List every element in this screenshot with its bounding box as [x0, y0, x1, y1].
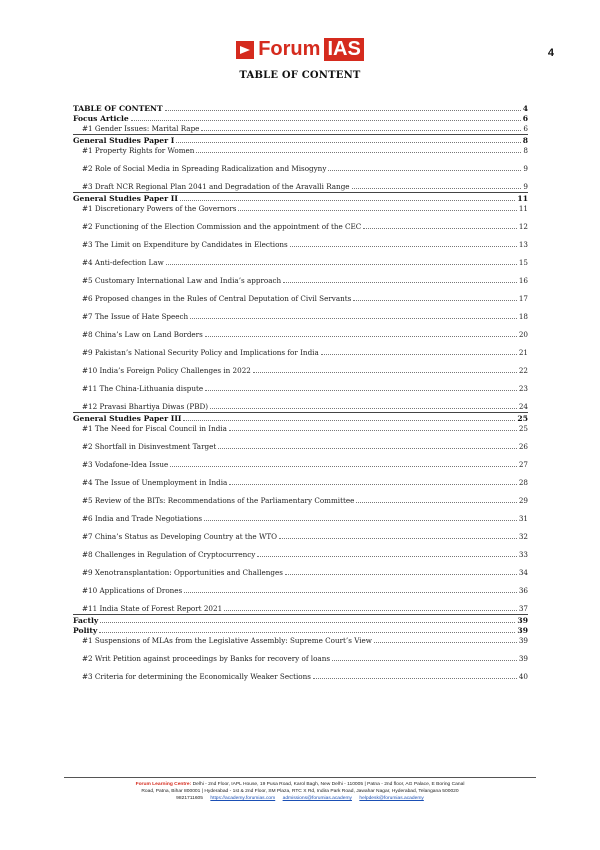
toc-entry-title: #7 China’s Status as Developing Country at the WTO	[82, 532, 278, 541]
toc-section-entry[interactable]	[73, 412, 528, 423]
toc-dot-leader	[321, 354, 517, 355]
toc-dot-leader	[190, 318, 517, 319]
toc-entry-title: #3 Vodafone-Idea Issue	[82, 460, 169, 469]
toc-item-entry[interactable]	[73, 496, 528, 505]
toc-entry-title: General Studies Paper III	[73, 414, 182, 423]
toc-item-entry[interactable]	[73, 330, 528, 339]
toc-entry-title: #4 Anti-defection Law	[82, 258, 164, 267]
toc-dot-leader	[229, 484, 517, 485]
toc-entry-page: 9	[523, 164, 528, 173]
toc-dot-leader	[352, 188, 522, 189]
toc-entry-page: 11	[517, 194, 528, 203]
toc-dot-leader	[204, 520, 517, 521]
toc-entry-page: 25	[517, 414, 528, 423]
toc-section-entry[interactable]	[73, 134, 528, 145]
toc-dot-leader	[229, 430, 517, 431]
toc-item-entry[interactable]	[73, 424, 528, 433]
toc-dot-leader	[328, 170, 521, 171]
toc-dot-leader	[283, 282, 517, 283]
toc-entry-title: #6 India and Trade Negotiations	[82, 514, 203, 523]
footer-helpdesk-email[interactable]: helpdesk@forumias.academy	[359, 796, 424, 802]
toc-entry-page: 25	[518, 424, 528, 433]
toc-section-entry[interactable]	[73, 114, 528, 123]
toc-entry-page: 40	[518, 672, 528, 681]
toc-dot-leader	[363, 228, 517, 229]
footer-admissions-email[interactable]: admissions@forumias.academy	[282, 796, 352, 802]
toc-entry-title: #6 Proposed changes in the Rules of Central Deputation of Civil Servants	[82, 294, 352, 303]
toc-item-entry[interactable]	[73, 258, 528, 267]
toc-item-entry[interactable]	[73, 384, 528, 393]
toc-entry-title: #8 China’s Law on Land Borders	[82, 330, 203, 339]
toc-entry-page: 26	[518, 442, 528, 451]
toc-dot-leader	[100, 622, 515, 623]
toc-entry-title: General Studies Paper II	[73, 194, 178, 203]
toc-entry-page: 23	[518, 384, 528, 393]
toc-entry-title: TABLE OF CONTENT	[73, 104, 163, 113]
toc-section-entry[interactable]	[73, 104, 528, 113]
logo-ias-text: IAS	[324, 38, 363, 61]
toc-entry-page: 31	[518, 514, 528, 523]
toc-dot-leader	[374, 642, 517, 643]
toc-dot-leader	[290, 246, 517, 247]
toc-entry-title: #4 The Issue of Unemployment in India	[82, 478, 228, 487]
logo-forum-text: Forum	[258, 38, 321, 60]
forumias-arrow-icon	[236, 41, 254, 59]
toc-entry-title: #9 Xenotransplantation: Opportunities and Challenges	[82, 568, 283, 577]
toc-entry-page: 6	[523, 124, 528, 133]
toc-dot-leader	[253, 372, 517, 373]
toc-entry-page: 24	[518, 402, 528, 411]
toc-entry-title: #5 Customary International Law and India’s approach	[82, 276, 282, 285]
toc-entry-page: 8	[523, 146, 528, 155]
toc-entry-page: 39	[517, 616, 528, 625]
toc-entry-page: 13	[518, 240, 528, 249]
toc-entry-title: #2 Role of Social Media in Spreading Radicalization and Misogyny	[82, 164, 327, 173]
toc-dot-leader	[238, 210, 516, 211]
toc-entry-title: #2 Writ Petition against proceedings by Banks for recovery of loans	[82, 654, 331, 663]
toc-entry-page: 29	[518, 496, 528, 505]
page-number: 4	[547, 47, 554, 59]
toc-dot-leader	[218, 448, 517, 449]
toc-item-entry[interactable]	[73, 532, 528, 541]
toc-entry-title: #12 Pravasi Bhartiya Diwas (PBD)	[82, 402, 209, 411]
toc-entry-page: 36	[518, 586, 528, 595]
toc-dot-leader	[257, 556, 517, 557]
toc-item-entry[interactable]	[73, 146, 528, 155]
toc-entry-page: 20	[518, 330, 528, 339]
toc-entry-page: 39	[518, 636, 528, 645]
footer-address-line2: Road, Patna, Bihar 800001 | Hyderabad - 1st & 2nd Floor, SM Plaza, RTC X Rd, Indira Park Road, Jawahar Nagar, Hyderabad, Telangana 500020	[141, 789, 459, 795]
toc-entry-title: #7 The Issue of Hate Speech	[82, 312, 189, 321]
toc-entry-title: #1 Discretionary Powers of the Governors	[82, 204, 237, 213]
footer-brand: Forum Learning Centre:	[135, 782, 192, 787]
toc-entry-page: 17	[518, 294, 528, 303]
toc-entry-title: #9 Pakistan’s National Security Policy and Implications for India	[82, 348, 319, 357]
footer-website-link[interactable]: https://academy.forumias.com	[210, 796, 276, 802]
toc-section-entry[interactable]	[73, 192, 528, 203]
toc-dot-leader	[224, 610, 517, 611]
toc-entry-title: #3 Draft NCR Regional Plan 2041 and Degradation of the Aravalli Range	[82, 182, 350, 191]
toc-dot-leader	[196, 152, 521, 153]
toc-entry-page: 37	[518, 604, 528, 613]
toc-entry-title: General Studies Paper I	[73, 136, 175, 145]
toc-item-entry[interactable]	[73, 402, 528, 411]
toc-item-entry[interactable]	[73, 672, 528, 681]
toc-entry-title: #10 Applications of Drones	[82, 586, 183, 595]
toc-entry-title: #3 Criteria for determining the Economically Weaker Sections	[82, 672, 311, 681]
toc-dot-leader	[165, 110, 521, 111]
toc-entry-title: #8 Challenges in Regulation of Cryptocurrency	[82, 550, 256, 559]
toc-entry-page: 8	[522, 136, 528, 145]
toc-dot-leader	[201, 130, 521, 131]
toc-dot-leader	[356, 502, 516, 503]
toc-dot-leader	[183, 420, 515, 421]
toc-entry-page: 22	[518, 366, 528, 375]
toc-entry-title: Focus Article	[73, 114, 129, 123]
toc-dot-leader	[176, 142, 520, 143]
toc-dot-leader	[180, 200, 516, 201]
toc-entry-page: 39	[517, 626, 528, 635]
forumias-logo	[0, 38, 600, 63]
toc-entry-page: 11	[518, 204, 528, 213]
toc-item-entry[interactable]	[73, 442, 528, 451]
toc-entry-title: #1 Property Rights for Women	[82, 146, 195, 155]
toc-entry-page: 4	[522, 104, 528, 113]
toc-item-entry[interactable]	[73, 478, 528, 487]
toc-entry-title: Polity	[73, 626, 98, 635]
toc-entry-title: #5 Review of the BITs: Recommendations of the Parliamentary Committee	[82, 496, 355, 505]
toc-title: TABLE OF CONTENT	[239, 70, 361, 81]
toc-entry-page: 27	[518, 460, 528, 469]
toc-dot-leader	[353, 300, 517, 301]
toc-entry-page: 28	[518, 478, 528, 487]
toc-item-entry[interactable]	[73, 348, 528, 357]
toc-entry-page: 39	[518, 654, 528, 663]
toc-item-entry[interactable]	[73, 312, 528, 321]
toc-dot-leader	[285, 574, 517, 575]
footer-divider	[64, 777, 536, 778]
table-of-contents	[73, 103, 528, 681]
toc-item-entry[interactable]	[73, 654, 528, 663]
toc-item-entry[interactable]	[73, 636, 528, 645]
toc-item-entry[interactable]	[73, 240, 528, 249]
toc-entry-title: #1 Suspensions of MLAs from the Legislative Assembly: Supreme Court’s View	[82, 636, 372, 645]
toc-dot-leader	[205, 390, 517, 391]
toc-entry-page: 32	[518, 532, 528, 541]
toc-entry-page: 6	[522, 114, 528, 123]
toc-entry-page: 34	[518, 568, 528, 577]
toc-item-entry[interactable]	[73, 182, 528, 191]
footer	[40, 781, 560, 803]
toc-entry-page: 12	[518, 222, 528, 231]
toc-entry-page: 21	[518, 348, 528, 357]
toc-item-entry[interactable]	[73, 276, 528, 285]
toc-entry-title: #11 India State of Forest Report 2021	[82, 604, 223, 613]
toc-item-entry[interactable]	[73, 222, 528, 231]
toc-section-entry[interactable]	[73, 626, 528, 635]
toc-dot-leader	[332, 660, 517, 661]
toc-dot-leader	[131, 120, 521, 121]
toc-entry-title: #11 The China-Lithuania dispute	[82, 384, 204, 393]
toc-entry-title: #10 India’s Foreign Policy Challenges in 2022	[82, 366, 251, 375]
toc-item-entry[interactable]	[73, 124, 528, 133]
toc-section-entry[interactable]	[73, 614, 528, 625]
toc-entry-title: #3 The Limit on Expenditure by Candidates in Elections	[82, 240, 288, 249]
toc-item-entry[interactable]	[73, 514, 528, 523]
toc-entry-page: 18	[518, 312, 528, 321]
toc-item-entry[interactable]	[73, 294, 528, 303]
toc-entry-title: Factly	[73, 616, 99, 625]
toc-entry-title: #1 The Need for Fiscal Council in India	[82, 424, 227, 433]
toc-dot-leader	[210, 408, 517, 409]
toc-dot-leader	[279, 538, 517, 539]
toc-entry-page: 9	[523, 182, 528, 191]
toc-dot-leader	[170, 466, 517, 467]
toc-dot-leader	[99, 632, 515, 633]
toc-entry-title: #1 Gender Issues: Marital Rape	[82, 124, 200, 133]
toc-item-entry[interactable]	[73, 568, 528, 577]
toc-item-entry[interactable]	[73, 164, 528, 173]
toc-item-entry[interactable]	[73, 586, 528, 595]
footer-address-line1: Delhi - 2nd Floor, IAPL House, 19 Pusa Road, Karol Bagh, New Delhi - 110005 | Patna - 2nd floor, AG Palace, E Boring Canal	[192, 782, 465, 787]
toc-item-entry[interactable]	[73, 550, 528, 559]
toc-entry-page: 15	[518, 258, 528, 267]
toc-dot-leader	[205, 336, 517, 337]
toc-item-entry[interactable]	[73, 604, 528, 613]
toc-entry-title: #2 Functioning of the Election Commission and the appointment of the CEC	[82, 222, 362, 231]
toc-dot-leader	[184, 592, 517, 593]
toc-dot-leader	[313, 678, 517, 679]
toc-item-entry[interactable]	[73, 460, 528, 469]
toc-item-entry[interactable]	[73, 204, 528, 213]
toc-entry-title: #2 Shortfall in Disinvestment Target	[82, 442, 217, 451]
footer-phone: 9821711605	[176, 796, 203, 802]
toc-item-entry[interactable]	[73, 366, 528, 375]
toc-entry-page: 33	[518, 550, 528, 559]
toc-entry-page: 16	[518, 276, 528, 285]
toc-dot-leader	[166, 264, 517, 265]
